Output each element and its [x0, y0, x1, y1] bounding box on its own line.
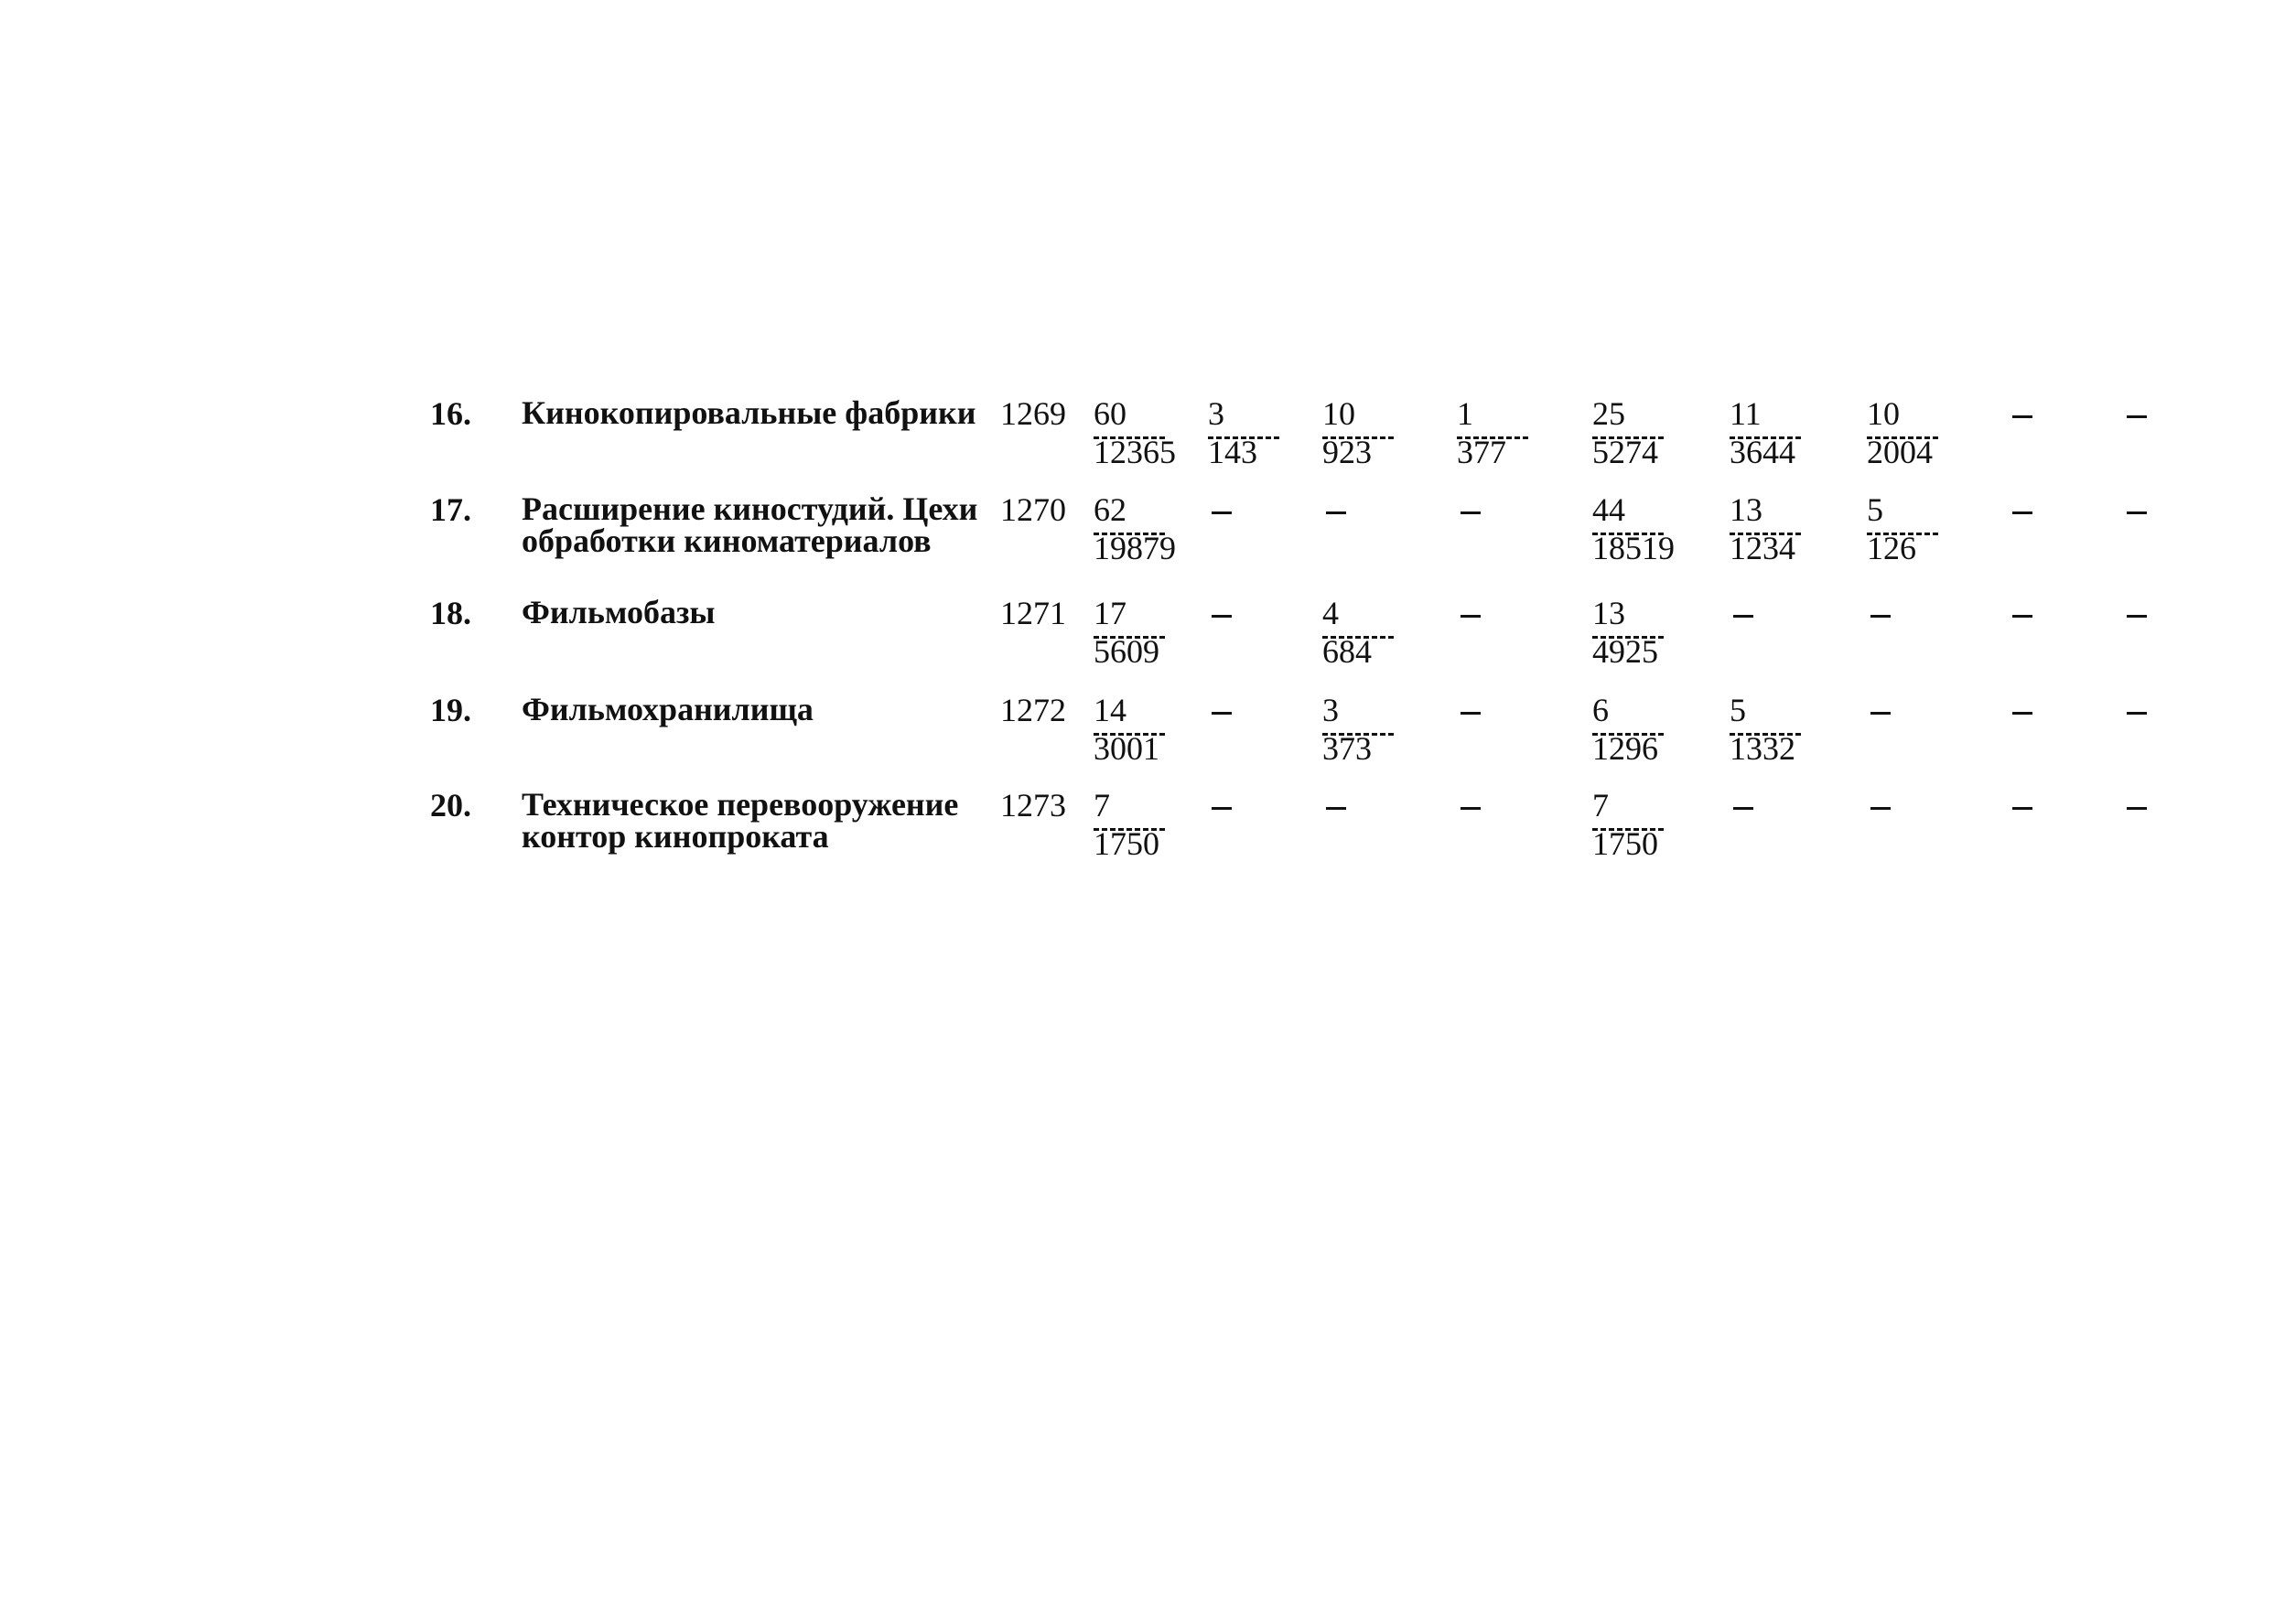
fraction-cell: [1730, 397, 1849, 470]
fraction-denominator: 5274: [1592, 434, 1658, 470]
empty-cell-dash: [2127, 415, 2147, 418]
fraction-numerator: 17: [1094, 595, 1126, 631]
fraction-denominator: 1750: [1592, 825, 1658, 862]
fraction-cell: [1322, 397, 1441, 470]
row-number: 16.: [430, 395, 471, 432]
fraction-cell: [1322, 597, 1441, 670]
row-title-line: Фильмобазы: [522, 594, 716, 630]
fraction-cell: [1867, 493, 1986, 566]
fraction-denominator: 3001: [1094, 730, 1159, 767]
fraction-numerator: 62: [1094, 491, 1126, 528]
fraction-numerator: 6: [1592, 692, 1609, 728]
fraction-cell: [1457, 397, 1576, 470]
fraction-denominator: 1750: [1094, 825, 1159, 862]
fraction-cell: [1867, 397, 1986, 470]
fraction-cell: [1094, 694, 1213, 767]
row-number: 18.: [430, 595, 471, 631]
fraction-denominator: 684: [1322, 633, 1372, 670]
fraction-numerator: 11: [1730, 395, 1762, 432]
fraction-cell: [1094, 397, 1213, 470]
fraction-cell: [1094, 597, 1213, 670]
row-title-line: Техническое перевооружение: [522, 786, 959, 823]
empty-cell-dash: [1212, 615, 1232, 618]
fraction-numerator: 25: [1592, 395, 1625, 432]
fraction-denominator: 1296: [1592, 730, 1658, 767]
fraction-numerator: 10: [1322, 395, 1355, 432]
empty-cell-dash: [2012, 511, 2032, 514]
row-code: 1269: [1000, 395, 1066, 432]
empty-cell-dash: [2012, 615, 2032, 618]
fraction-denominator: 19879: [1094, 530, 1176, 566]
fraction-numerator: 13: [1592, 595, 1625, 631]
empty-cell-dash: [1326, 511, 1346, 514]
empty-cell-dash: [2127, 712, 2147, 715]
empty-cell-dash: [1461, 807, 1481, 810]
fraction-cell: [1730, 694, 1849, 767]
fraction-denominator: 1332: [1730, 730, 1795, 767]
row-title: [522, 394, 976, 431]
empty-cell-dash: [2127, 615, 2147, 618]
row-code: 1270: [1000, 491, 1066, 528]
empty-cell-dash: [2012, 807, 2032, 810]
fraction-numerator: 4: [1322, 595, 1339, 631]
row-number: 19.: [430, 692, 471, 728]
fraction-numerator: 60: [1094, 395, 1126, 432]
empty-cell-dash: [1733, 807, 1753, 810]
fraction-cell: [1094, 493, 1213, 566]
fraction-denominator: 1234: [1730, 530, 1795, 566]
row-number: 20.: [430, 787, 471, 824]
row-title: [522, 691, 814, 727]
empty-cell-dash: [1326, 807, 1346, 810]
fraction-numerator: 7: [1094, 787, 1110, 824]
fraction-numerator: 13: [1730, 491, 1762, 528]
fraction-denominator: 377: [1457, 434, 1506, 470]
fraction-denominator: 126: [1867, 530, 1916, 566]
fraction-cell: [1094, 789, 1213, 862]
row-title-line: Расширение киностудий. Цехи: [522, 490, 978, 527]
empty-cell-dash: [2012, 415, 2032, 418]
fraction-numerator: 1: [1457, 395, 1473, 432]
empty-cell-dash: [2127, 511, 2147, 514]
fraction-denominator: 18519: [1592, 530, 1675, 566]
empty-cell-dash: [1733, 615, 1753, 618]
fraction-denominator: 373: [1322, 730, 1372, 767]
fraction-cell: [1322, 694, 1441, 767]
row-number: 17.: [430, 491, 471, 528]
fraction-numerator: 44: [1592, 491, 1625, 528]
row-code: 1271: [1000, 595, 1066, 631]
fraction-numerator: 5: [1730, 692, 1746, 728]
fraction-numerator: 14: [1094, 692, 1126, 728]
fraction-numerator: 3: [1208, 395, 1224, 432]
fraction-denominator: 923: [1322, 434, 1372, 470]
row-title: [522, 594, 716, 630]
empty-cell-dash: [1212, 807, 1232, 810]
empty-cell-dash: [1461, 712, 1481, 715]
empty-cell-dash: [1870, 712, 1891, 715]
row-title-line: Кинокопировальные фабрики: [522, 394, 976, 431]
fraction-denominator: 2004: [1867, 434, 1933, 470]
empty-cell-dash: [1870, 615, 1891, 618]
empty-cell-dash: [2127, 807, 2147, 810]
empty-cell-dash: [1461, 615, 1481, 618]
fraction-denominator: 143: [1208, 434, 1257, 470]
row-title: [522, 490, 978, 559]
empty-cell-dash: [1870, 807, 1891, 810]
fraction-denominator: 5609: [1094, 633, 1159, 670]
row-code: 1272: [1000, 692, 1066, 728]
fraction-cell: [1592, 597, 1711, 670]
empty-cell-dash: [1212, 712, 1232, 715]
fraction-cell: [1592, 694, 1711, 767]
fraction-cell: [1592, 789, 1711, 862]
fraction-numerator: 7: [1592, 787, 1609, 824]
fraction-numerator: 5: [1867, 491, 1883, 528]
fraction-cell: [1592, 493, 1711, 566]
row-title-line: Фильмохранилища: [522, 691, 814, 727]
row-title-line: контор кинопроката: [522, 818, 829, 855]
row-title-line: обработки киноматериалов: [522, 522, 932, 559]
empty-cell-dash: [1461, 511, 1481, 514]
fraction-denominator: 3644: [1730, 434, 1795, 470]
empty-cell-dash: [2012, 712, 2032, 715]
fraction-denominator: 4925: [1592, 633, 1658, 670]
empty-cell-dash: [1212, 511, 1232, 514]
fraction-cell: [1592, 397, 1711, 470]
fraction-numerator: 10: [1867, 395, 1900, 432]
row-title: [522, 786, 959, 855]
fraction-cell: [1208, 397, 1327, 470]
fraction-numerator: 3: [1322, 692, 1339, 728]
row-code: 1273: [1000, 787, 1066, 824]
fraction-denominator: 12365: [1094, 434, 1176, 470]
fraction-cell: [1730, 493, 1849, 566]
